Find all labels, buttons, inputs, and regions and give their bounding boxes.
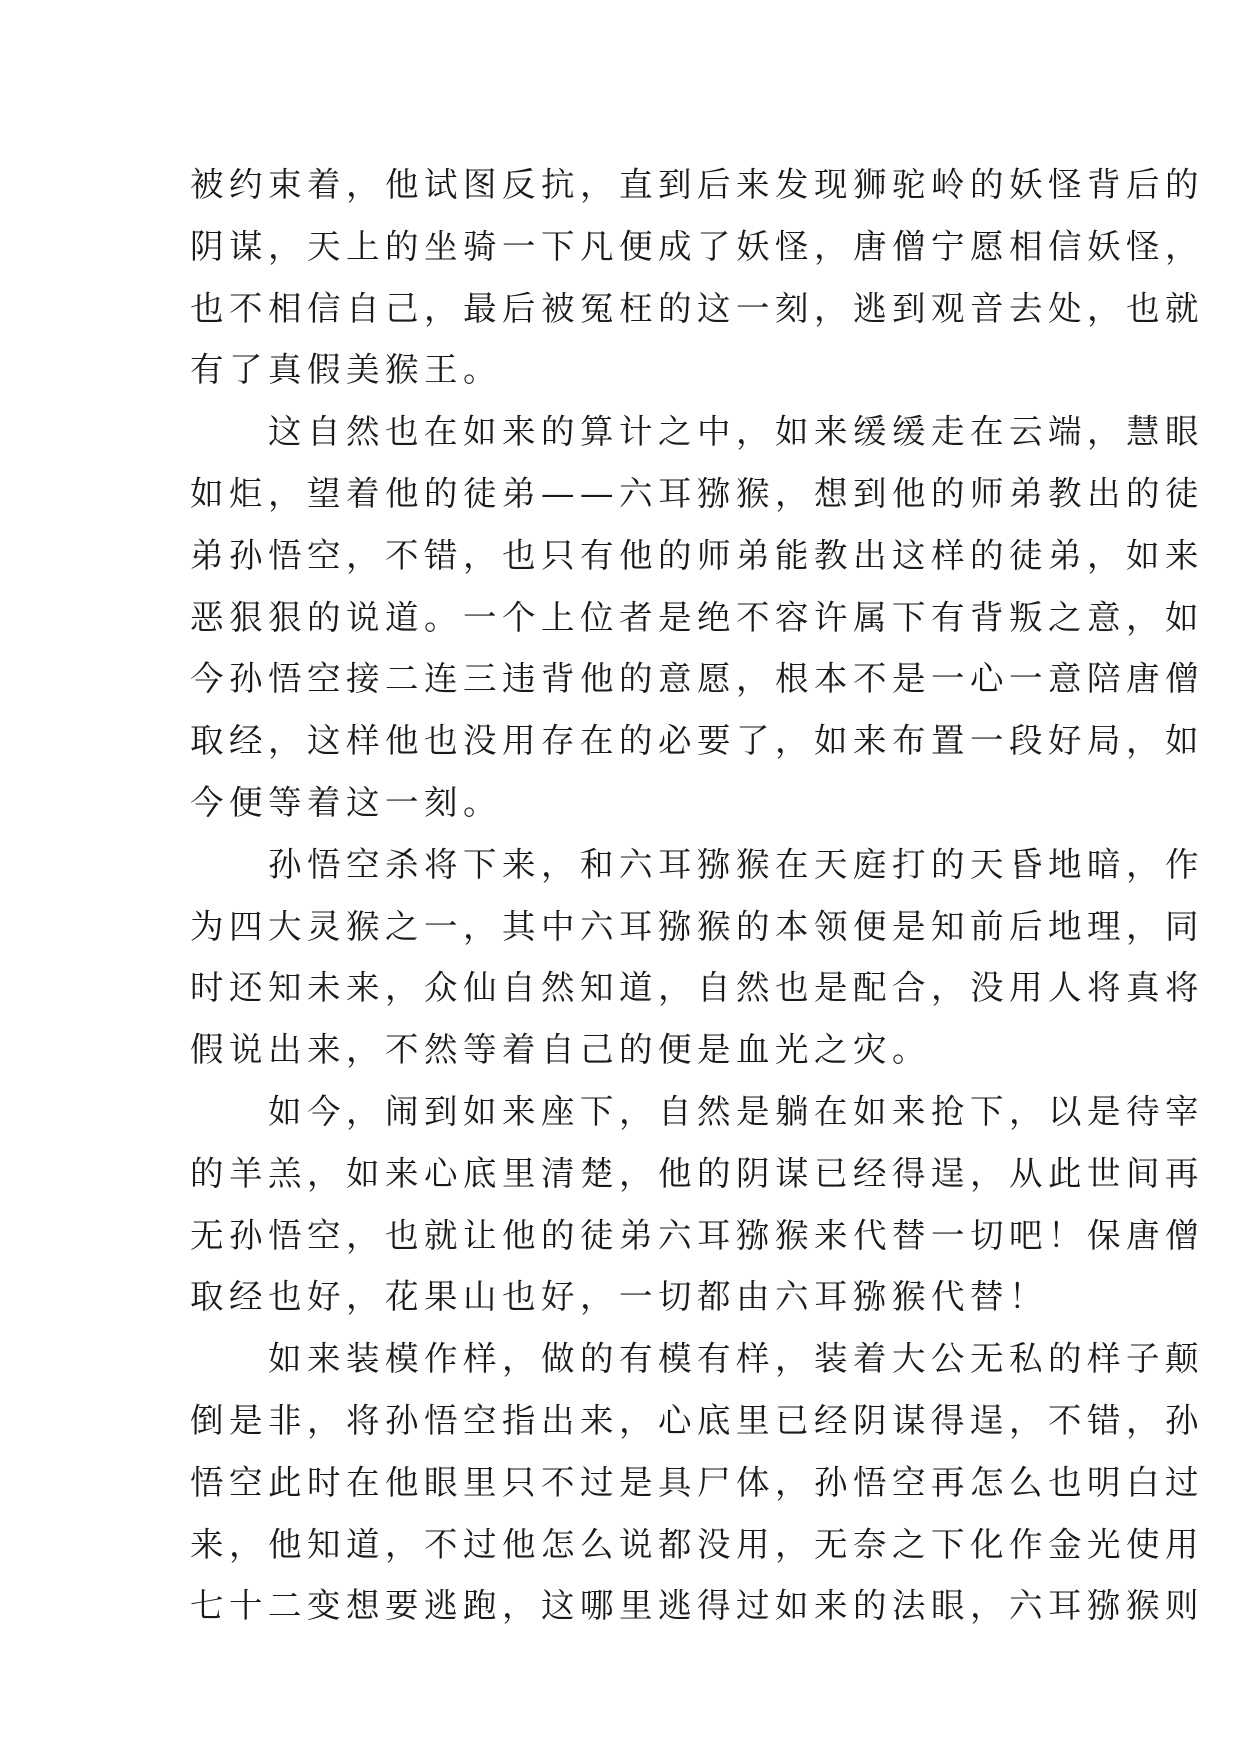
text-line: 悟空此时在他眼里只不过是具尸体，孙悟空再怎么也明白过 bbox=[190, 1462, 1204, 1502]
text-line: 恶狠狠的说道。一个上位者是绝不容许属下有背叛之意，如 bbox=[190, 597, 1204, 637]
paragraph bbox=[190, 834, 1204, 1081]
text-line: 阴谋，天上的坐骑一下凡便成了妖怪，唐僧宁愿相信妖怪， bbox=[190, 226, 1204, 266]
text-line: 为四大灵猴之一，其中六耳猕猴的本领便是知前后地理，同 bbox=[190, 906, 1204, 946]
text-line: 被约束着，他试图反抗，直到后来发现狮驼岭的妖怪背后的 bbox=[190, 165, 1204, 204]
document-body bbox=[190, 154, 1204, 1637]
paragraph bbox=[190, 1081, 1204, 1328]
paragraph bbox=[190, 401, 1204, 834]
text-line: 如今，闹到如来座下，自然是躺在如来抢下，以是待宰 bbox=[268, 1091, 1204, 1131]
text-line: 孙悟空杀将下来，和六耳猕猴在天庭打的天昏地暗，作 bbox=[268, 844, 1204, 884]
text-line: 如来装模作样，做的有模有样，装着大公无私的样子颠 bbox=[268, 1339, 1204, 1379]
text-line: 也不相信自己，最后被冤枉的这一刻，逃到观音去处，也就 bbox=[190, 288, 1204, 328]
text-line: 如炬，望着他的徒弟——六耳猕猴，想到他的师弟教出的徒 bbox=[190, 473, 1204, 513]
paragraph bbox=[190, 154, 1204, 401]
text-line: 无孙悟空，也就让他的徒弟六耳猕猴来代替一切吧！保唐僧 bbox=[190, 1215, 1204, 1255]
text-line: 来，他知道，不过他怎么说都没用，无奈之下化作金光使用 bbox=[190, 1524, 1204, 1564]
text-line: 的羊羔，如来心底里清楚，他的阴谋已经得逞，从此世间再 bbox=[190, 1153, 1204, 1193]
paragraph bbox=[190, 1328, 1204, 1637]
text-line: 七十二变想要逃跑，这哪里逃得过如来的法眼，六耳猕猴则 bbox=[190, 1586, 1204, 1626]
text-line: 取经也好，花果山也好，一切都由六耳猕猴代替！ bbox=[190, 1277, 1048, 1317]
text-line: 弟孙悟空，不错，也只有他的师弟能教出这样的徒弟，如来 bbox=[190, 535, 1204, 575]
text-line: 取经，这样他也没用存在的必要了，如来布置一段好局，如 bbox=[190, 721, 1204, 761]
text-line: 今便等着这一刻。 bbox=[190, 782, 502, 822]
text-line: 这自然也在如来的算计之中，如来缓缓走在云端，慧眼 bbox=[268, 412, 1204, 452]
text-line: 假说出来，不然等着自己的便是血光之灾。 bbox=[190, 1030, 931, 1070]
text-line: 今孙悟空接二连三违背他的意愿，根本不是一心一意陪唐僧 bbox=[190, 659, 1204, 699]
text-line: 有了真假美猴王。 bbox=[190, 350, 502, 390]
text-line: 时还知未来，众仙自然知道，自然也是配合，没用人将真将 bbox=[190, 968, 1204, 1008]
text-line: 倒是非，将孙悟空指出来，心底里已经阴谋得逞，不错，孙 bbox=[190, 1400, 1204, 1440]
